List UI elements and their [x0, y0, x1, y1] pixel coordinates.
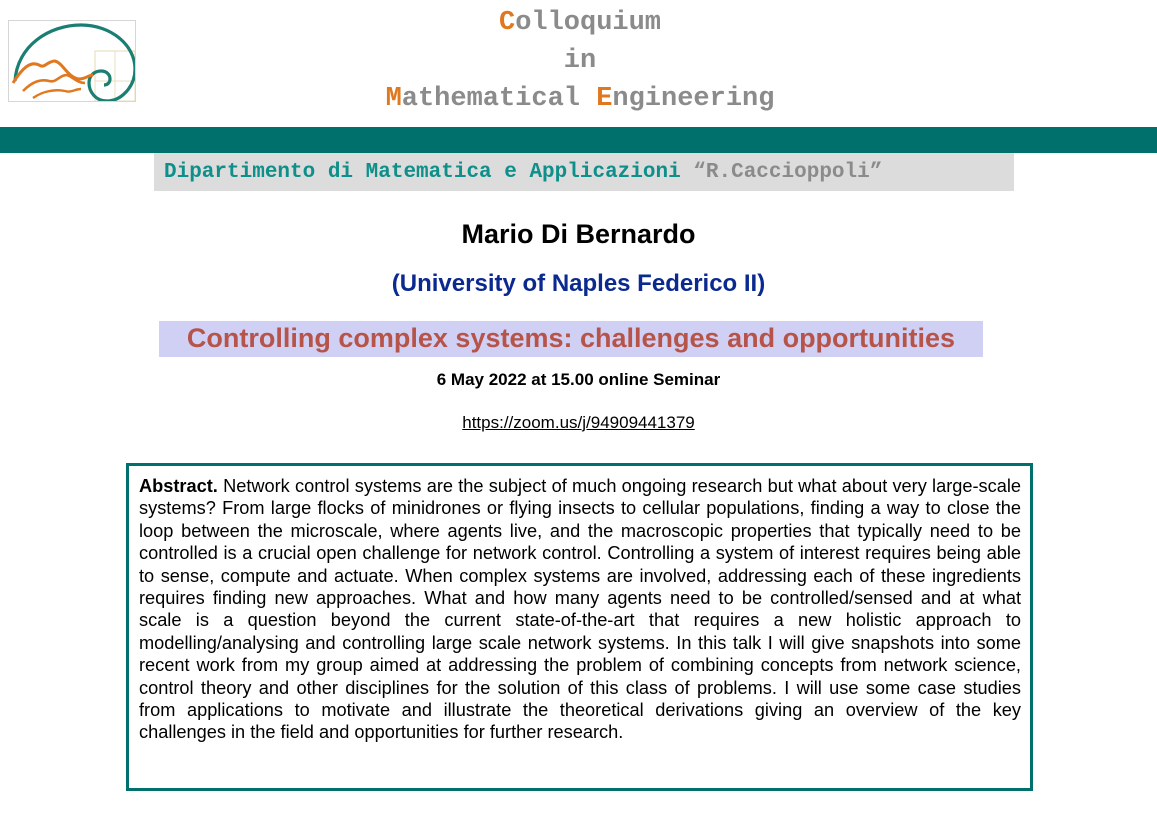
title-line-colloquium [300, 4, 860, 42]
title-initial: C [498, 8, 516, 38]
title-initial: M [385, 84, 402, 114]
department-name: Dipartimento di Matematica e Applicazioni [164, 161, 681, 184]
talk-title: Controlling complex systems: challenges and opportunities [159, 321, 983, 357]
title-initial: E [596, 84, 613, 114]
speaker-name: Mario Di Bernardo [461, 219, 696, 249]
zoom-link-line [0, 412, 1157, 434]
department-namesake: “R.Caccioppoli” [693, 161, 883, 184]
zoom-link[interactable]: https://zoom.us/j/94909441379 [462, 413, 695, 432]
talk-date-time: 6 May 2022 at 15.00 online Seminar [436, 370, 721, 389]
department-banner [154, 153, 1014, 191]
abstract-lead: Abstract. [139, 476, 218, 496]
title-rest: ngineering [612, 84, 775, 114]
speaker-affiliation: (University of Naples Federico II) [391, 270, 766, 297]
title-line-in: in [563, 46, 597, 76]
abstract-box [126, 463, 1033, 791]
colloquium-title [300, 4, 860, 118]
title-rest: olloquium [515, 8, 662, 38]
spiral-mountain-logo-icon [9, 21, 135, 101]
abstract-text: Network control systems are the subject of much ongoing research but what about very large-scale systems? From large flocks of minidrones or flying insects to cellular populations, finding a way to close the loop between the microscale, where agents live, and the macroscopic properties that typically need to be controlled is a crucial open challenge for network control. Controlling a system of interest requires being able to sense, compute and actuate. When complex systems are involved, addressing each of these ingredients requires finding new approaches. What and how many agents need to be controlled/sensed and at what scale is a question beyond the current state-of-the-art that requires a new holistic approach to modelling/analysing and controlling large scale network systems. In this talk I will give snapshots into some recent work from my group aimed at addressing the problem of combining concepts from network science, control theory and other disciplines for the solution of this class of problems. I will use some case studies from applications to motivate and illustrate the theoretical derivations giving an overview of the key challenges in the field and opportunities for further research. [139, 476, 1021, 743]
title-line-mathematical-engineering [300, 80, 860, 118]
colloquium-logo [8, 20, 136, 102]
title-rest: athematical [401, 84, 597, 114]
teal-band [0, 127, 1157, 153]
